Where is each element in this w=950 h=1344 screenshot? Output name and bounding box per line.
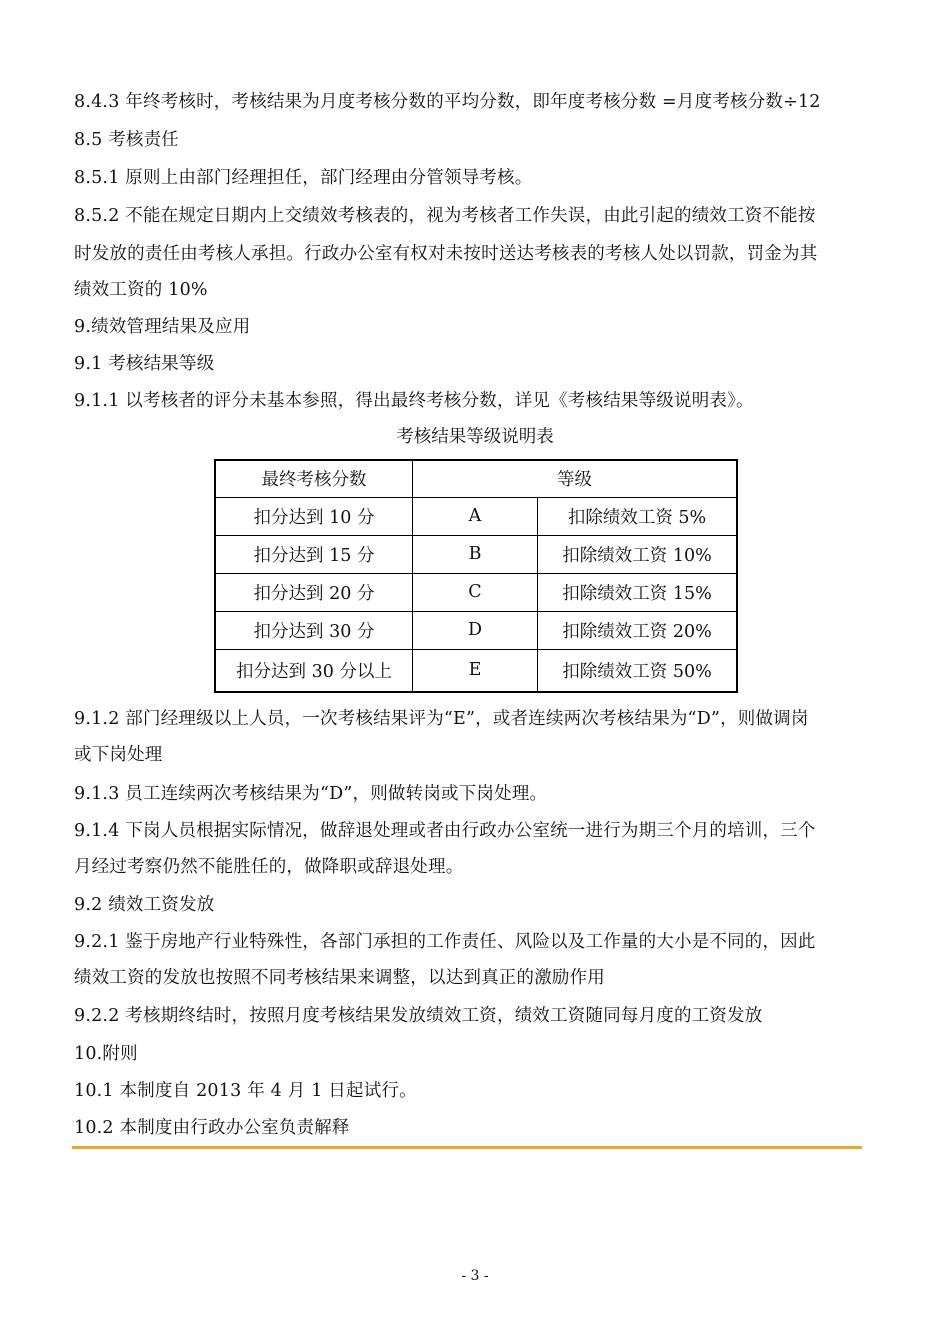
paragraph: 9.1.3 员工连续两次考核结果为“D”，则做转岗或下岗处理。: [74, 784, 548, 804]
section-heading: 9.绩效管理结果及应用: [74, 317, 251, 337]
paragraph: 8.5.2 不能在规定日期内上交绩效考核表的，视为考核者工作失误，由此引起的绩效工资不能按: [74, 206, 816, 226]
paragraph: 时发放的责任由考核人承担。行政办公室有权对未按时送达考核表的考核人处以罚款，罚金为其: [74, 244, 818, 264]
cell-grade: A: [413, 497, 538, 535]
cell-grade: D: [413, 611, 538, 649]
cell-grade: B: [413, 535, 538, 573]
table-row: [215, 573, 737, 611]
cell-deduction: 扣除绩效工资 10%: [538, 535, 738, 573]
table-row: [215, 611, 737, 649]
paragraph: 8.4.3 年终考核时，考核结果为月度考核分数的平均分数，即年度考核分数 =月度考核分数÷12: [74, 92, 821, 112]
section-heading: 9.2 绩效工资发放: [74, 895, 215, 915]
page-number: - 3 -: [461, 1268, 489, 1284]
cell-grade: C: [413, 573, 538, 611]
section-heading: 9.1 考核结果等级: [74, 354, 215, 374]
cell-deduction: 扣除绩效工资 15%: [538, 573, 738, 611]
cell-score: 扣分达到 15 分: [215, 535, 413, 573]
paragraph: 绩效工资的 10%: [74, 280, 208, 300]
paragraph: 9.1.1 以考核者的评分未基本参照，得出最终考核分数，详见《考核结果等级说明表》。: [74, 391, 754, 411]
header-score: 最终考核分数: [215, 460, 413, 497]
paragraph: 绩效工资的发放也按照不同考核结果来调整，以达到真正的激励作用: [74, 968, 605, 988]
cell-deduction: 扣除绩效工资 5%: [538, 497, 738, 535]
table-row: [215, 497, 737, 535]
table-caption: 考核结果等级说明表: [396, 427, 554, 447]
cell-score: 扣分达到 10 分: [215, 497, 413, 535]
table-row: [215, 535, 737, 573]
table-row: [215, 649, 737, 692]
cell-grade: E: [413, 649, 538, 692]
table-header-row: [215, 460, 737, 497]
grade-table: [214, 459, 738, 693]
paragraph: 10.2 本制度由行政办公室负责解释: [74, 1118, 350, 1138]
header-grade: 等级: [413, 460, 738, 497]
paragraph: 或下岗处理: [74, 745, 163, 765]
paragraph: 9.2.1 鉴于房地产行业特殊性，各部门承担的工作责任、风险以及工作量的大小是不同的，因此: [74, 932, 816, 952]
section-heading: 10.附则: [74, 1044, 138, 1064]
cell-score: 扣分达到 20 分: [215, 573, 413, 611]
cell-score: 扣分达到 30 分: [215, 611, 413, 649]
section-heading: 8.5 考核责任: [74, 130, 179, 150]
paragraph: 月经过考察仍然不能胜任的，做降职或辞退处理。: [74, 857, 464, 877]
footer-divider: [72, 1146, 862, 1149]
paragraph: 9.2.2 考核期终结时，按照月度考核结果发放绩效工资，绩效工资随同每月度的工资发放: [74, 1006, 763, 1026]
paragraph: 10.1 本制度自 2013 年 4 月 1 日起试行。: [74, 1081, 417, 1101]
paragraph: 9.1.4 下岗人员根据实际情况，做辞退处理或者由行政办公室统一进行为期三个月的培训，三个: [74, 821, 816, 841]
paragraph: 9.1.2 部门经理级以上人员，一次考核结果评为“E”，或者连续两次考核结果为“D”，则做调岗: [74, 709, 809, 729]
cell-deduction: 扣除绩效工资 20%: [538, 611, 738, 649]
paragraph: 8.5.1 原则上由部门经理担任，部门经理由分管领导考核。: [74, 168, 533, 188]
cell-deduction: 扣除绩效工资 50%: [538, 649, 738, 692]
cell-score: 扣分达到 30 分以上: [215, 649, 413, 692]
